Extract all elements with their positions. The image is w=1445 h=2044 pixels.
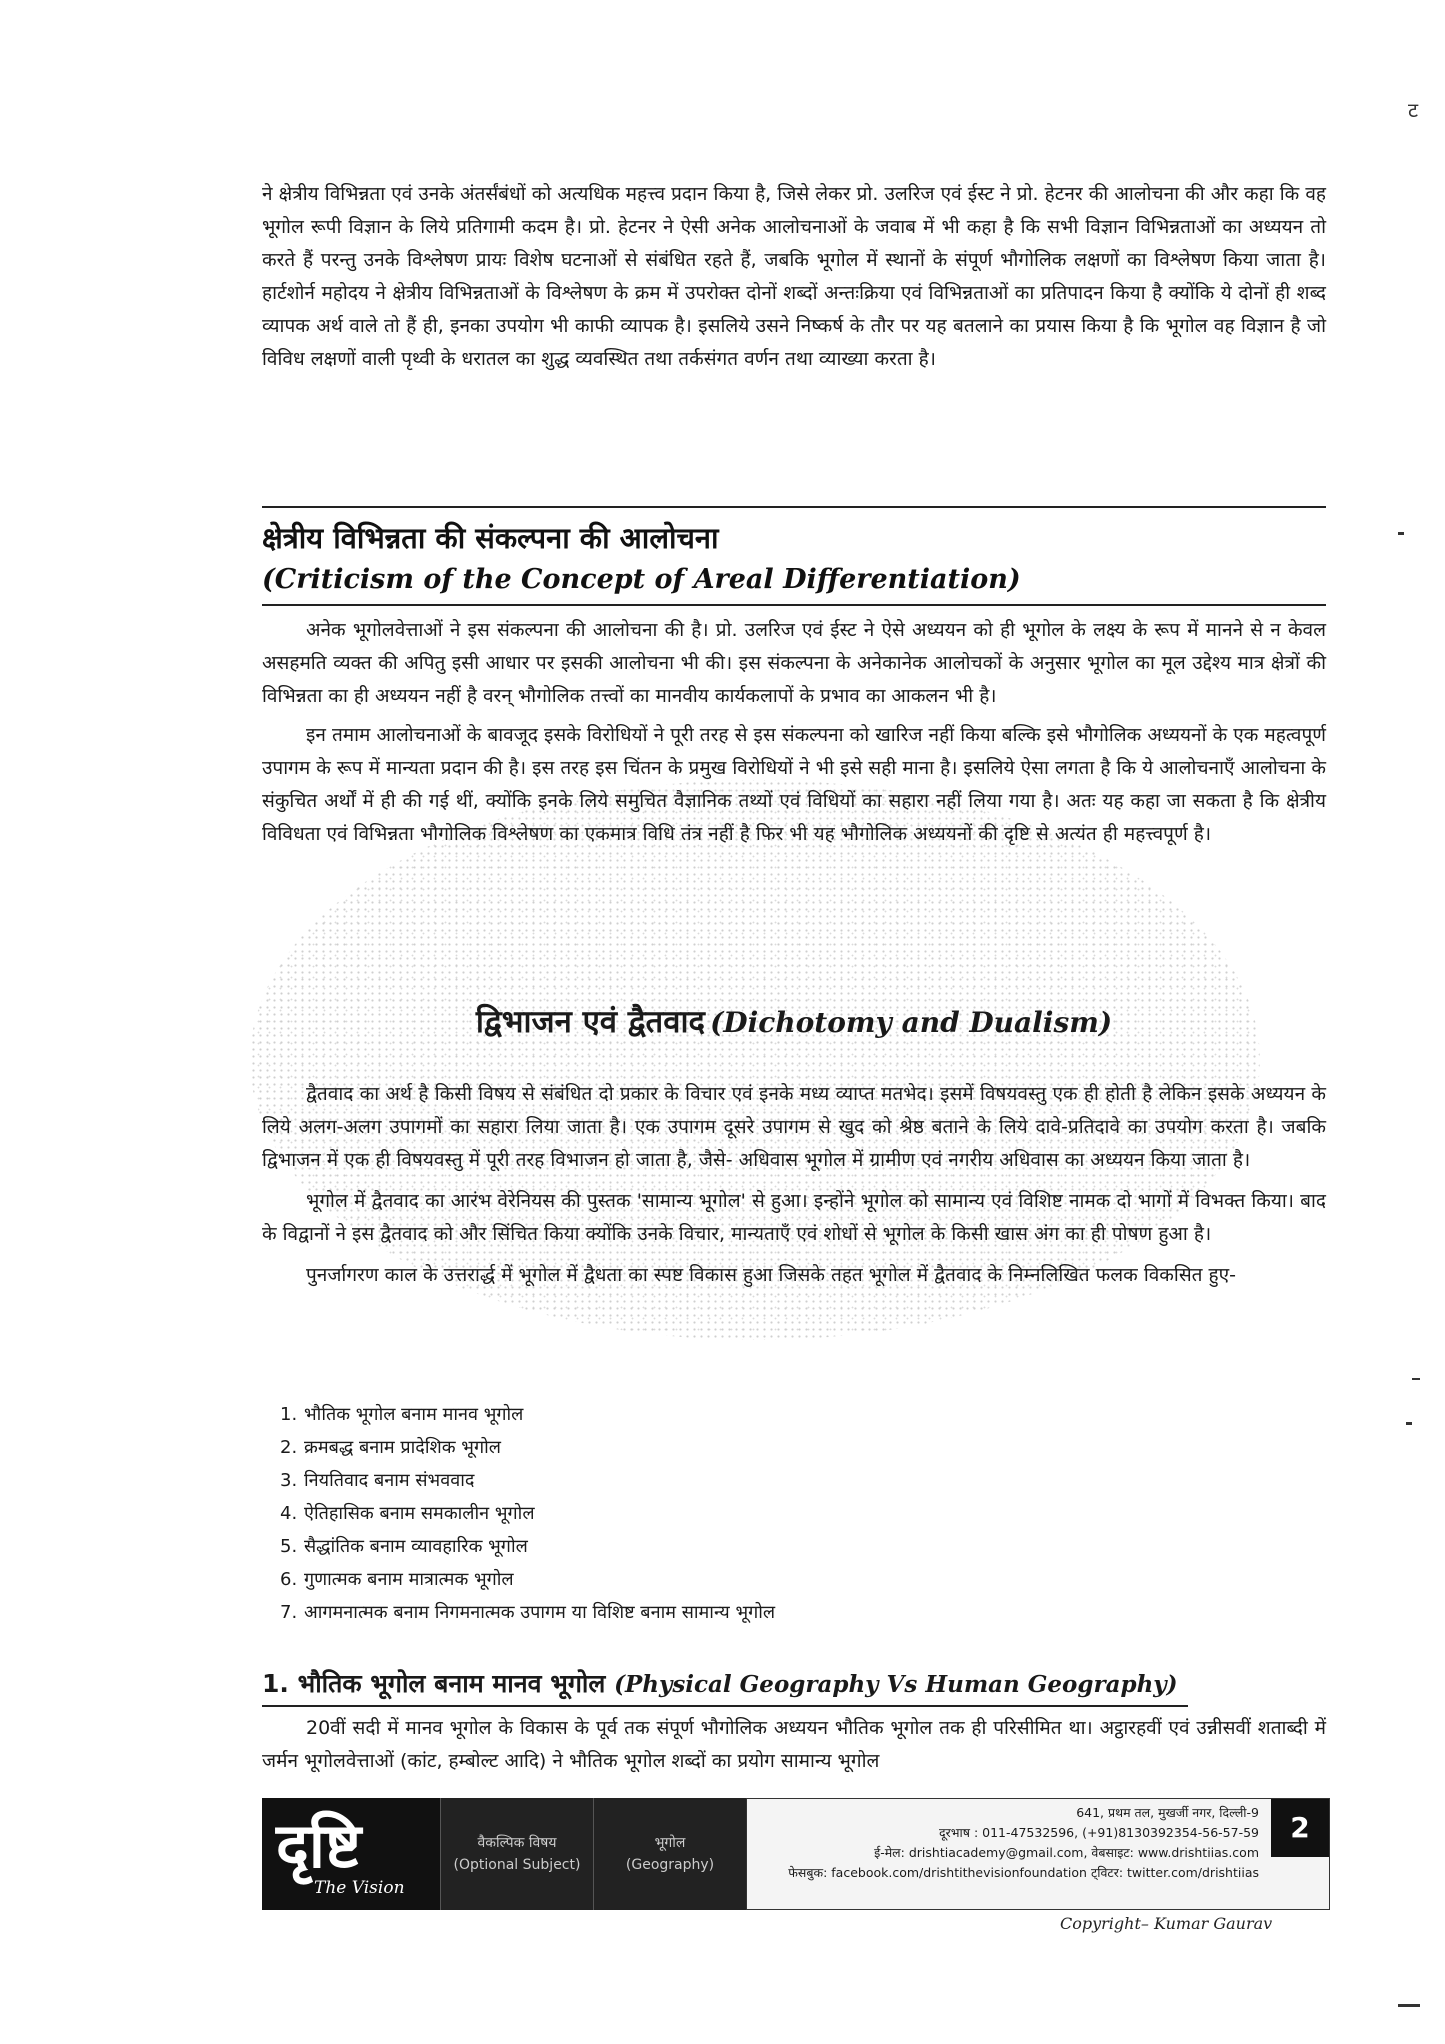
list-item [280,1563,775,1596]
geography-label [593,1798,746,1910]
dualism-heading-english: (Dichotomy and Dualism) [710,1006,1113,1039]
dualism-heading-hindi: द्विभाजन एवं द्वैतवाद [475,1004,705,1040]
page-footer [262,1798,1330,1910]
list-item [280,1398,775,1431]
phone-line: दूरभाष : 011-47532596, (+91)8130392354-56-57-59 [938,1825,1259,1840]
contact-info [746,1798,1330,1910]
list-text: क्रमबद्ध बनाम प्रादेशिक भूगोल [304,1437,501,1458]
intro-section [262,178,1326,376]
list-item [280,1596,775,1629]
subject-hindi: वैकल्पिक विषय [477,1835,557,1851]
criticism-paragraph-2: इन तमाम आलोचनाओं के बावजूद इसके विरोधियों ने पूरी तरह से इस संकल्पना को खारिज नहीं किया बल्कि इसे भौगोलिक अध्ययनों के एक महत्वपूर्ण उपागम के रूप में मान्यता प्रदान की है। इस तरह इस चिंतन के प्रमुख विरोधियों ने भी इसे सही माना है। इसलिये ऐसा लगता है कि ये आलोचनाएँ आलोचना के संकुचित अर्थों में ही की गई थीं, क्योंकि इनके लिये समुचित वैज्ञानिक तथ्यों एवं विधियों का सहारा नहीं लिया गया है। अतः यह कहा जा सकता है कि क्षेत्रीय विविधता एवं विभिन्नता भौगोलिक विश्लेषण का एकमात्र विधि तंत्र नहीं है फिर भी यह भौगोलिक अध्ययनों की दृष्टि से अत्यंत ही महत्त्वपूर्ण है। [262,724,1326,845]
dualism-paragraph-1: द्वैतवाद का अर्थ है किसी विषय से संबंधित दो प्रकार के विचार एवं इनके मध्य व्याप्त मतभेद। इसमें विषयवस्तु एक ही होती है लेकिन इसके अध्ययन के लिये अलग-अलग उपागमों का सहारा लिया जाता है। एक उपागम दूसरे उपागम से खुद को श्रेष्ठ बताने के लिये दावे-प्रतिदावे का उपयोग करता है। जबकि द्विभाजन में एक ही विषयवस्तु में पूरी तरह विभाजन हो जाता है, जैसे- अधिवास भूगोल में ग्रामीण एवं नगरीय अधिवास का अध्ययन किया जाता है। [262,1083,1326,1171]
list-number: 3. [280,1470,298,1491]
criticism-section [262,614,1326,851]
copyright-line: Copyright– Kumar Gaurav [1060,1914,1273,1933]
list-number: 6. [280,1569,298,1590]
drishti-logo [262,1798,440,1910]
scan-mark [1398,532,1404,535]
list-number: 2. [280,1437,298,1458]
list-item [280,1431,775,1464]
scan-mark [1398,2004,1420,2007]
list-text: ऐतिहासिक बनाम समकालीन भूगोल [304,1503,535,1524]
physical-paragraph: 20वीं सदी में मानव भूगोल के विकास के पूर्व तक संपूर्ण भौगोलिक अध्ययन भौतिक भूगोल तक ही परिसीमित था। अट्ठारहवीं एवं उन्नीसवीं शताब्दी में जर्मन भूगोलवेत्ताओं (कांट, हम्बोल्ट आदि) ने भौतिक भूगोल शब्दों का प्रयोग सामान्य भूगोल [262,1717,1326,1772]
subject-english: (Optional Subject) [453,1857,581,1873]
list-text: नियतिवाद बनाम संभववाद [304,1470,475,1491]
logo-english: The Vision [314,1878,405,1898]
physical-vs-human-heading [262,1666,1178,1700]
dualism-types-list [280,1398,775,1629]
intro-paragraph: ने क्षेत्रीय विभिन्नता एवं उनके अंतर्संबंधों को अत्यधिक महत्त्व प्रदान किया है, जिसे लेकर प्रो. उलरिज एवं ईस्ट ने प्रो. हेटनर की आलोचना की और कहा कि वह भूगोल रूपी विज्ञान के लिये प्रतिगामी कदम है। प्रो. हेटनर ने ऐसी अनेक आलोचनाओं के जवाब में भी कहा है कि सभी विज्ञान विभिन्नताओं का अध्ययन तो करते हैं परन्तु उनके विश्लेषण प्रायः विशेष घटनाओं से संबंधित रहते हैं, जबकि भूगोल में स्थानों के संपूर्ण भौगोलिक लक्षणों का विश्लेषण किया जाता है। हार्टशोर्न महोदय ने क्षेत्रीय विभिन्नताओं के विश्लेषण के क्रम में उपरोक्त दोनों शब्दों अन्तःक्रिया एवं विभिन्नताओं का प्रतिपादन किया है क्योंकि ये दोनों ही शब्द व्यापक अर्थ वाले तो हैं ही, इनका उपयोग भी काफी व्यापक है। इसलिये उसने निष्कर्ष के तौर पर यह बतलाने का प्रयास किया है कि भूगोल वह विज्ञान है जो विविध लक्षणों वाली पृथ्वी के धरातल का शुद्ध व्यवस्थित तथा तर्कसंगत वर्णन तथा व्याख्या करता है। [262,183,1326,370]
list-item [280,1464,775,1497]
list-text: आगमनात्मक बनाम निगमनात्मक उपागम या विशिष्ट बनाम सामान्य भूगोल [304,1602,776,1623]
address-line: 641, प्रथम तल, मुखर्जी नगर, दिल्ली-9 [1076,1805,1259,1820]
physical-section [262,1712,1326,1778]
email-line: ई-मेल: drishtiacademy@gmail.com, वेबसाइट: www.drishtiias.com [874,1845,1259,1860]
section-divider [262,604,1326,606]
criticism-heading-hindi: क्षेत्रीय विभिन्नता की संकल्पना की आलोचना [262,521,719,555]
list-item [280,1530,775,1563]
scan-mark [1412,1378,1420,1380]
heading-underline [262,1705,1188,1707]
scan-mark [1406,1422,1412,1425]
dualism-paragraph-2: भूगोल में द्वैतवाद का आरंभ वेरेनियस की पुस्तक 'सामान्य भूगोल' से हुआ। इन्होंने भूगोल को सामान्य एवं विशिष्ट नामक दो भागों में विभक्त किया। बाद के विद्वानों ने इस द्वैतवाद को और सिंचित किया क्योंकि उनके विचार, मान्यताएँ एवं शोधों से भूगोल के किसी खास अंग का ही पोषण हुआ है। [262,1190,1326,1245]
dualism-heading [262,1000,1326,1042]
heading-number: 1. [262,1669,289,1698]
list-number: 7. [280,1602,298,1623]
criticism-paragraph-1: अनेक भूगोलवेत्ताओं ने इस संकल्पना की आलोचना की है। प्रो. उलरिज एवं ईस्ट ने ऐसे अध्ययन को ही भूगोल के लक्ष्य के रूप में मानने से न केवल असहमति व्यक्त की अपितु इसी आधार पर इसकी आलोचना भी की। इस संकल्पना के अनेकानेक आलोचकों के अनुसार भूगोल का मूल उद्देश्य मात्र क्षेत्रों की विभिन्नता का ही अध्ययन नहीं है वरन् भौगोलिक तत्त्वों का मानवीय कार्यकलापों के प्रभाव का आकलन भी है। [262,619,1326,707]
dualism-paragraph-3: पुनर्जागरण काल के उत्तरार्द्ध में भूगोल में द्वैधता का स्पष्ट विकास हुआ जिसके तहत भूगोल में द्वैतवाद के निम्नलिखित फलक विकसित हुए- [306,1264,1236,1286]
list-number: 5. [280,1536,298,1557]
list-text: गुणात्मक बनाम मात्रात्मक भूगोल [304,1569,514,1590]
heading-english: (Physical Geography Vs Human Geography) [614,1671,1178,1698]
list-text: भौतिक भूगोल बनाम मानव भूगोल [304,1404,524,1425]
list-number: 1. [280,1404,298,1425]
list-item [280,1497,775,1530]
geography-english: (Geography) [625,1857,715,1873]
dualism-section [262,1078,1326,1292]
heading-hindi: भौतिक भूगोल बनाम मानव भूगोल [297,1669,606,1698]
logo-hindi: दृष्टि [276,1809,362,1882]
section-divider [262,506,1326,508]
criticism-heading-english: (Criticism of the Concept of Areal Differentiation) [262,564,1021,595]
optional-subject-label [440,1798,593,1910]
page-number: 2 [1271,1799,1329,1857]
corner-page-mark: ट [1408,98,1419,122]
social-line: फेसबुक: facebook.com/drishtithevisionfoundation ट्विटर: twitter.com/drishtiias [788,1865,1259,1880]
list-number: 4. [280,1503,298,1524]
geography-hindi: भूगोल [654,1835,686,1851]
list-text: सैद्धांतिक बनाम व्यावहारिक भूगोल [304,1536,528,1557]
